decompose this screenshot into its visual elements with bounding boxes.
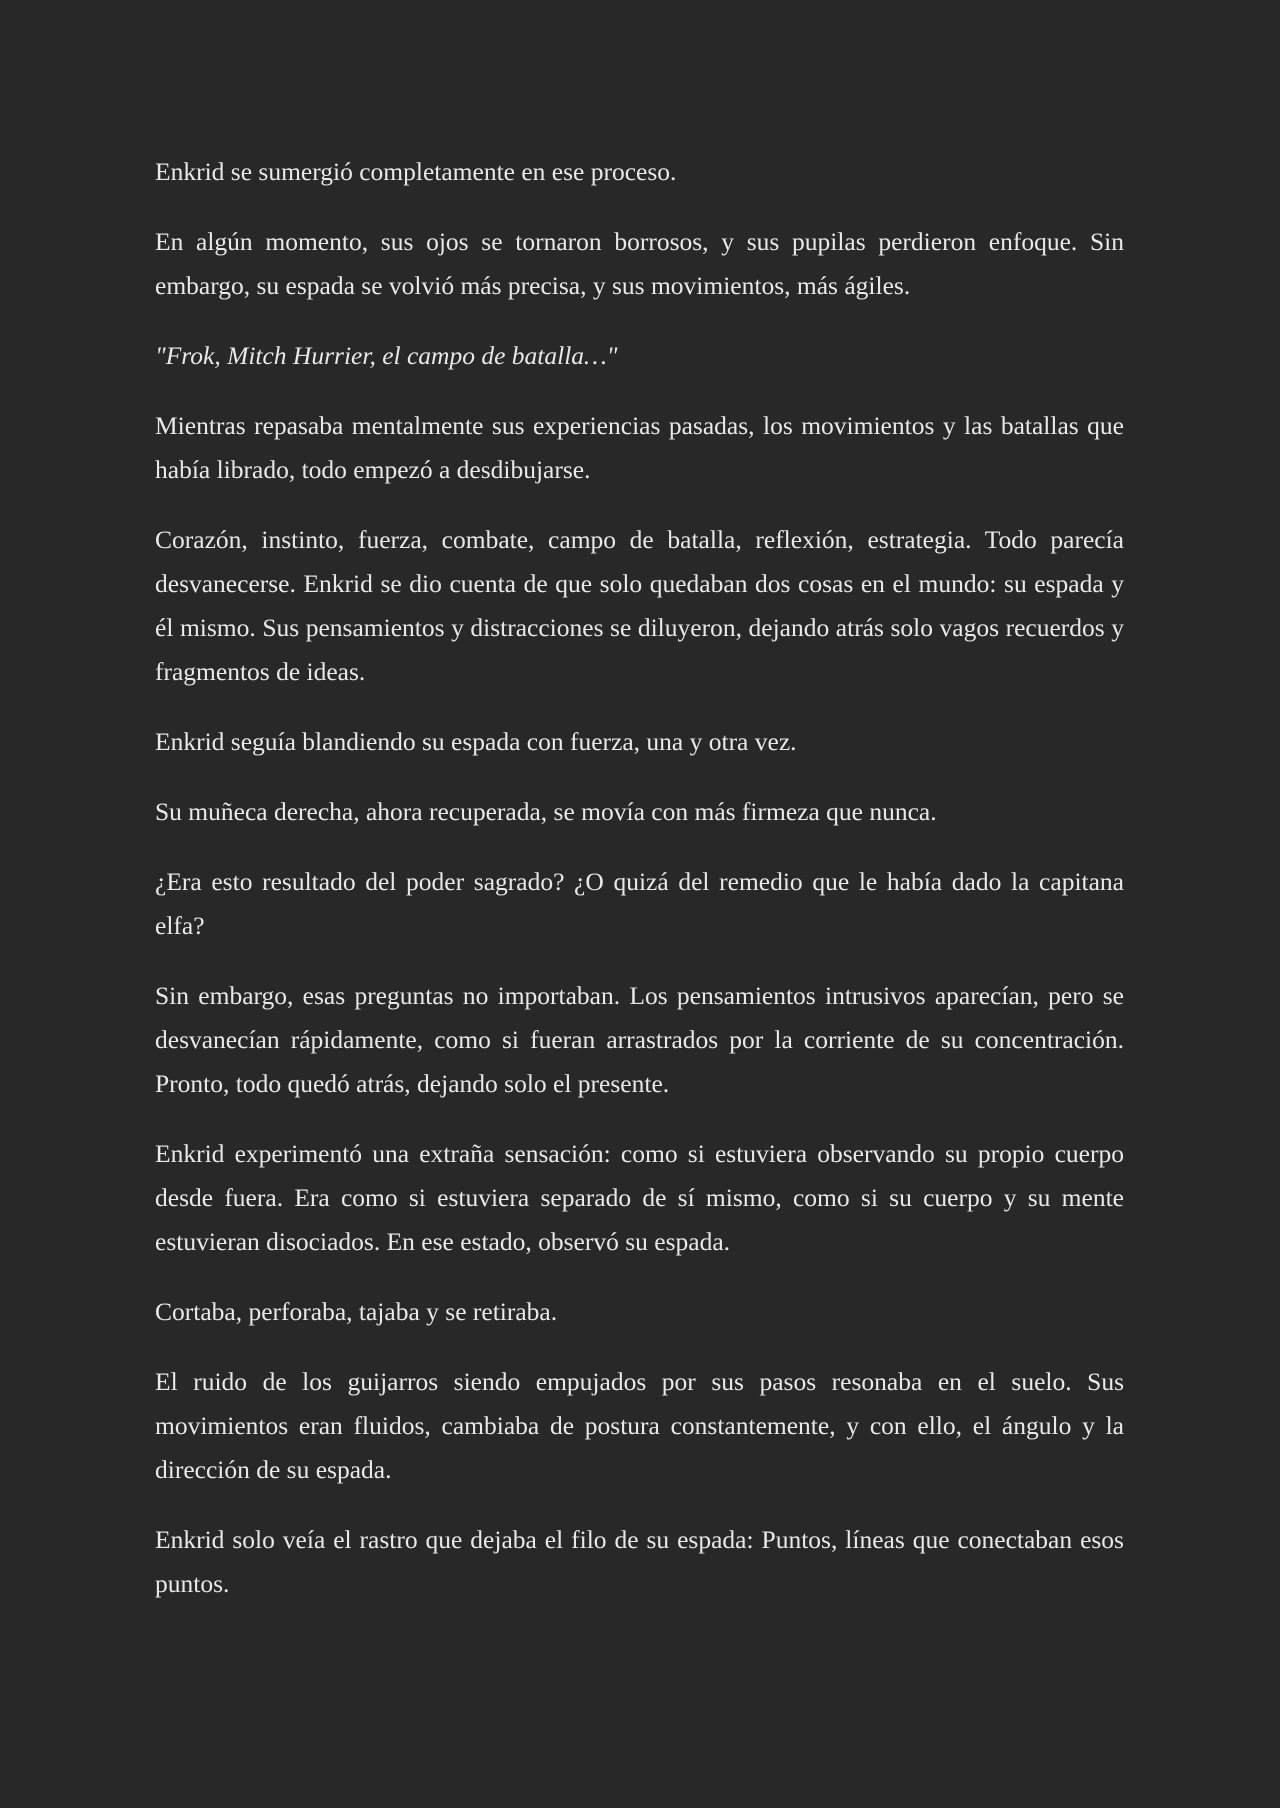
paragraph: Enkrid solo veía el rastro que dejaba el filo de su espada: Puntos, líneas que conectaban esos puntos. — [155, 1525, 1124, 1598]
paragraph: ¿Era esto resultado del poder sagrado? ¿O quizá del remedio que le había dado la capitana elfa? — [155, 867, 1124, 940]
paragraph: Enkrid experimentó una extraña sensación: como si estuviera observando su propio cuerpo desde fuera. Era como si estuviera separado de sí mismo, como si su cuerpo y su mente estuvieran disociados. En ese estado, observó su espada. — [155, 1139, 1124, 1256]
paragraph: Enkrid se sumergió completamente en ese proceso. — [155, 157, 677, 186]
italic-quote-paragraph: "Frok, Mitch Hurrier, el campo de batalla…" — [155, 341, 618, 370]
paragraph: Sin embargo, esas preguntas no importaban. Los pensamientos intrusivos aparecían, pero se desvanecían rápidamente, como si fueran arrastrados por la corriente de su concentración. Pronto, todo quedó atrás, dejando solo el presente. — [155, 981, 1124, 1098]
paragraph: Corazón, instinto, fuerza, combate, campo de batalla, reflexión, estrategia. Todo parecía desvanecerse. Enkrid se dio cuenta de que solo quedaban dos cosas en el mundo: su espada y él mismo. Sus pensamientos y distracciones se diluyeron, dejando atrás solo vagos recuerdos y fragmentos de ideas. — [155, 525, 1124, 686]
paragraph: Su muñeca derecha, ahora recuperada, se movía con más firmeza que nunca. — [155, 797, 937, 826]
paragraph: Cortaba, perforaba, tajaba y se retiraba. — [155, 1297, 558, 1326]
paragraph: Mientras repasaba mentalmente sus experiencias pasadas, los movimientos y las batallas que había librado, todo empezó a desdibujarse. — [155, 411, 1124, 484]
paragraph: El ruido de los guijarros siendo empujados por sus pasos resonaba en el suelo. Sus movimientos eran fluidos, cambiaba de postura constantemente, y con ello, el ángulo y la dirección de su espada. — [155, 1367, 1124, 1484]
chapter-text — [155, 150, 1124, 1632]
paragraph: En algún momento, sus ojos se tornaron borrosos, y sus pupilas perdieron enfoque. Sin embargo, su espada se volvió más precisa, y sus movimientos, más ágiles. — [155, 227, 1124, 300]
paragraph: Enkrid seguía blandiendo su espada con fuerza, una y otra vez. — [155, 727, 797, 756]
